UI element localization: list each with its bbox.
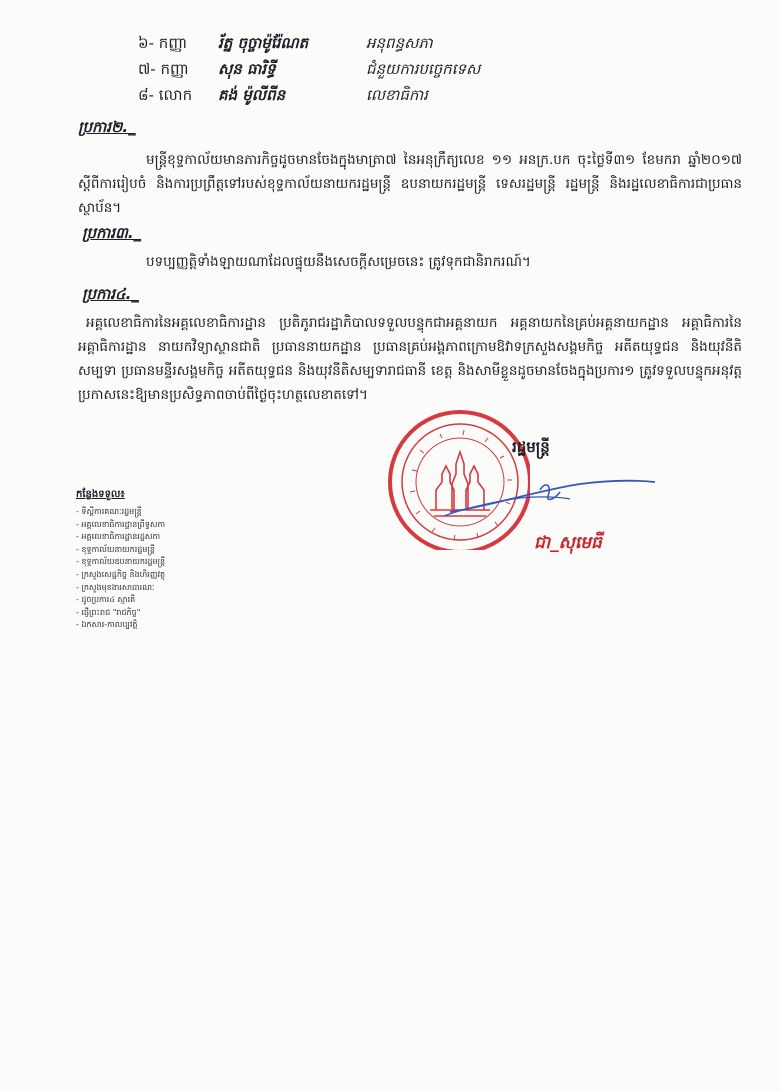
member-row [138,86,698,112]
recipient-item: - ក្រសួងសេដ្ឋកិច្ច និងហិរញ្ញវត្ថុ [76,569,166,579]
recipient-item: - ដូចប្រការ៤ ស្មារតី [76,595,136,605]
member-number: ៧- កញ្ញា [138,60,189,78]
recipient-item: - ក្រសួងមុខងារសាធារណៈ [76,582,155,592]
recipient-item: - អគ្គលេខាធិការដ្ឋានរដ្ឋសភា [76,532,161,542]
article-4-heading: ប្រការ៤._ [82,285,139,303]
member-name: គង់ ម៉ូលីពីន [218,86,286,104]
recipient-item: - អគ្គលេខាធិការដ្ឋានព្រឹទ្ធសភា [76,519,166,529]
minister-title: រដ្ឋមន្ត្រី [512,438,550,456]
signature-block [380,400,680,570]
recipient-item: - ផ្ញើព្រះរាជ "រាជកិច្ច" [76,607,141,617]
article-3-heading: ប្រការ៣._ [82,224,142,242]
article-2-text: មន្ត្រីខុទ្ទកាល័យមានភារកិច្ចដូចមានចែងក្នុងមាត្រា៧ នៃអនុក្រឹត្យលេខ ១១ អនក្រ.បក ចុះថ្ងៃទី៣១ ខែមករា ឆ្នាំ២០១៧ ស្តីពីការរៀបចំ និងការប្រព្រឹត្តទៅរបស់ខុទ្ទកាល័យនាយករដ្ឋមន្ត្រី ឧបនាយករដ្ឋមន្ត្រី ទេសរដ្ឋមន្ត្រី រដ្ឋមន្ត្រី និងរដ្ឋលេខាធិការជាប្រធានស្ថាប័ន។ [78,152,742,216]
signer-name: ជា_សុមេធី [534,533,602,553]
member-list [138,34,698,112]
member-name: រ័ត្ន ចុច្ចាម៉ូរ៉ែណត [218,34,309,52]
member-role: លេខាធិការ [366,86,428,104]
member-number: ៦- កញ្ញា [138,34,188,52]
member-name: សុន ធារិទ្ធី [218,60,276,78]
recipients-list [76,487,236,632]
member-number: ៨- លោក [138,86,193,104]
recipients-heading: កន្លែងទទួល៖ [76,489,125,500]
recipient-item: - ទីស្តីការគណៈរដ្ឋមន្ត្រី [76,507,142,516]
member-row [138,34,698,60]
recipient-item: - ខុទ្ទកាល័យឧបនាយករដ្ឋមន្ត្រី [76,557,166,567]
article-4-text: អគ្គលេខាធិការនៃអគ្គលេខាធិការដ្ឋាន ប្រតិភូរាជរដ្ឋាភិបាលទទួលបន្ទុកជាអគ្គនាយក អគ្គនាយកនៃគ្រប់អគ្គនាយកដ្ឋាន អគ្គាធិការនៃអគ្គាធិការដ្ឋាន នាយកវិទ្យាស្ថានជាតិ ប្រធាននាយកដ្ឋាន ប្រធានគ្រប់អង្គភាពក្រោមឱវាទក្រសួងសង្គមកិច្ច អតីតយុទ្ធជន និងយុវនីតិសម្បទា ប្រធានមន្ទីរសង្គមកិច្ច អតីតយុទ្ធជន និងយុវនីតិសម្បទារាជធានី ខេត្ត និងសាមីខ្លួនដូចមានចែងក្នុងប្រការ១ ត្រូវទទួលបន្ទុកអនុវត្តប្រកាសនេះឱ្យមានប្រសិទ្ធភាពចាប់ពីថ្ងៃចុះហត្ថលេខាតទៅ។ [78,315,742,403]
article-3-text: បទប្បញ្ញត្តិទាំងឡាយណាដែលផ្ទុយនឹងសេចក្តីសម្រេចនេះ ត្រូវទុកជានិរាករណ៍។ [146,254,531,270]
member-row [138,60,698,86]
member-role: ជំនួយការបច្ចេកទេស [366,60,481,78]
recipient-item: - ខុទ្ទកាល័យនាយករដ្ឋមន្ត្រី [76,544,155,554]
recipient-item: - ឯកសារ-កាលប្បវត្តិ [76,620,138,630]
article-2-heading: ប្រការ២._ [78,118,136,136]
signature-stroke-icon [420,450,660,530]
member-role: អនុពន្ធសភា [366,34,433,52]
